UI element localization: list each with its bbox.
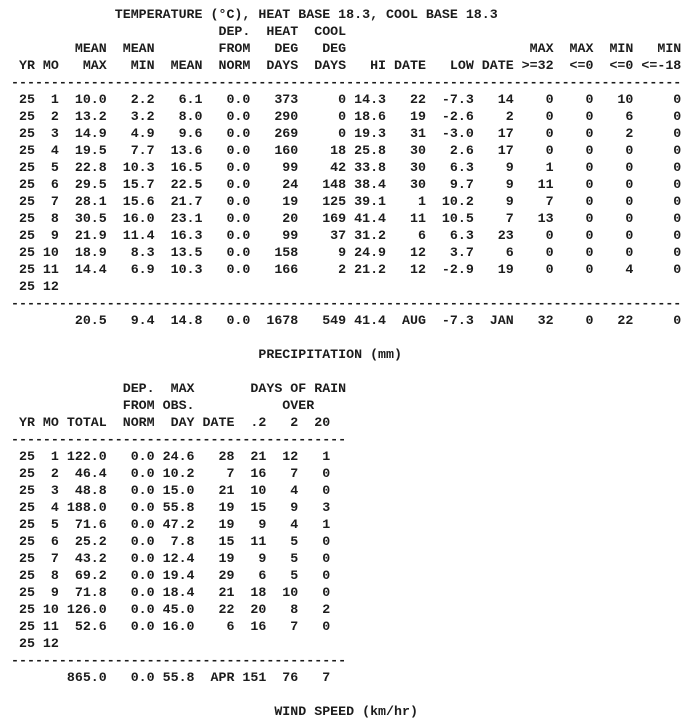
header-row: DEP. MAX DAYS OF RAIN [11, 381, 347, 396]
spacer [11, 686, 696, 703]
table-row: 25 6 25.2 0.0 7.8 15 11 5 0 [11, 534, 331, 549]
table-row: 25 12 [11, 636, 331, 651]
header-row: YR MO MAX MIN MEAN NORM DAYS DAYS HI DATE LOW DATE >=32 <=0 <=0 <=-18 [11, 58, 682, 73]
table-row: 25 12 [11, 279, 682, 294]
table-row: 25 2 13.2 3.2 8.0 0.0 290 0 18.6 19 -2.6 2 0 0 6 0 [11, 109, 682, 124]
table-row: 25 3 48.8 0.0 15.0 21 10 4 0 [11, 483, 331, 498]
table-row: 25 7 28.1 15.6 21.7 0.0 19 125 39.1 1 10.2 9 7 0 0 0 [11, 194, 682, 209]
table-row: 25 9 71.8 0.0 18.4 21 18 10 0 [11, 585, 331, 600]
table-row: 25 9 21.9 11.4 16.3 0.0 99 37 31.2 6 6.3 23 0 0 0 0 [11, 228, 682, 243]
divider: ------------------------------------------ [11, 653, 347, 668]
temperature-table [11, 6, 696, 329]
table-row: 25 4 19.5 7.7 13.6 0.0 160 18 25.8 30 2.6 17 0 0 0 0 [11, 143, 682, 158]
table-row: 25 11 14.4 6.9 10.3 0.0 166 2 21.2 12 -2.9 19 0 0 4 0 [11, 262, 682, 277]
table-title: TEMPERATURE (°C), HEAT BASE 18.3, COOL BASE 18.3 [11, 7, 498, 22]
table-row: 25 11 52.6 0.0 16.0 6 16 7 0 [11, 619, 331, 634]
table-row: 25 1 10.0 2.2 6.1 0.0 373 0 14.3 22 -7.3 14 0 0 10 0 [11, 92, 682, 107]
table-row: 25 1 122.0 0.0 24.6 28 21 12 1 [11, 449, 331, 464]
table-title: WIND SPEED (km/hr) [11, 704, 418, 719]
table-row: 25 10 18.9 8.3 13.5 0.0 158 9 24.9 12 3.7 6 0 0 0 0 [11, 245, 682, 260]
header-row: DEP. HEAT COOL [11, 24, 682, 39]
table-title: PRECIPITATION (mm) [11, 347, 402, 362]
table-row: 25 8 69.2 0.0 19.4 29 6 5 0 [11, 568, 331, 583]
table-row: 25 8 30.5 16.0 23.1 0.0 20 169 41.4 11 10.5 7 13 0 0 0 [11, 211, 682, 226]
spacer [11, 363, 696, 380]
table-row: 25 3 14.9 4.9 9.6 0.0 269 0 19.3 31 -3.0 17 0 0 2 0 [11, 126, 682, 141]
divider: ------------------------------------------------------------------------------------ [11, 296, 682, 311]
divider: ------------------------------------------------------------------------------------ [11, 75, 682, 90]
table-row: 25 6 29.5 15.7 22.5 0.0 24 148 38.4 30 9.7 9 11 0 0 0 [11, 177, 682, 192]
summary-row: 20.5 9.4 14.8 0.0 1678 549 41.4 AUG -7.3 JAN 32 0 22 0 [11, 313, 682, 328]
table-row: 25 7 43.2 0.0 12.4 19 9 5 0 [11, 551, 331, 566]
table-row: 25 4 188.0 0.0 55.8 19 15 9 3 [11, 500, 331, 515]
table-row: 25 5 22.8 10.3 16.5 0.0 99 42 33.8 30 6.3 9 1 0 0 0 [11, 160, 682, 175]
summary-row: 865.0 0.0 55.8 APR 151 76 7 [11, 670, 331, 685]
table-row: 25 10 126.0 0.0 45.0 22 20 8 2 [11, 602, 331, 617]
table-row: 25 2 46.4 0.0 10.2 7 16 7 0 [11, 466, 331, 481]
spacer [11, 329, 696, 346]
header-row: YR MO TOTAL NORM DAY DATE .2 2 20 [11, 415, 331, 430]
header-row: FROM OBS. OVER [11, 398, 315, 413]
wind-speed-section [11, 686, 696, 720]
header-row: MEAN MEAN FROM DEG DEG MAX MAX MIN MIN [11, 41, 682, 56]
precipitation-table [11, 329, 696, 686]
divider: ------------------------------------------ [11, 432, 347, 447]
table-row: 25 5 71.6 0.0 47.2 19 9 4 1 [11, 517, 331, 532]
